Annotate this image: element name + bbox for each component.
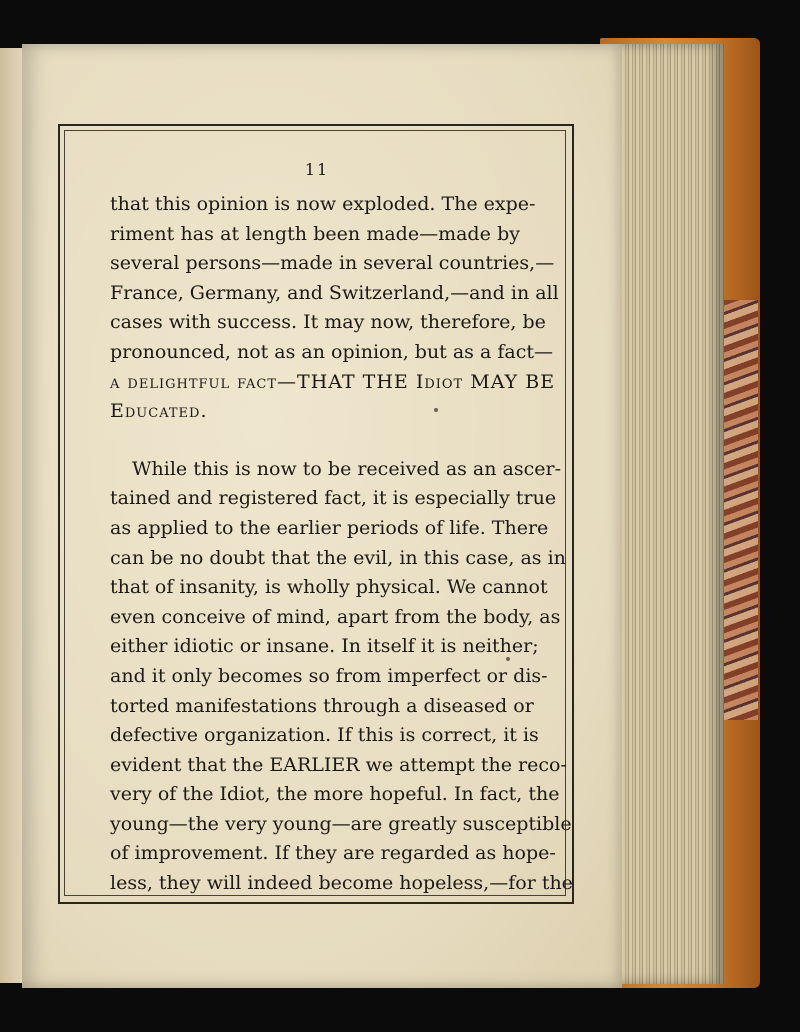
- text-line: several persons—made in several countries,—: [110, 252, 555, 275]
- text-line: that of insanity, is wholly physical. We cannot: [110, 576, 548, 599]
- speck: [434, 408, 438, 412]
- text-line: and it only becomes so from imperfect or dis-: [110, 664, 548, 687]
- page-number: 11: [304, 160, 330, 179]
- text-line: as applied to the earlier periods of life. There: [110, 516, 549, 539]
- page-text: [110, 160, 573, 899]
- text-line: cases with success. It may now, therefore, be: [110, 311, 546, 334]
- marbled-endpaper: [722, 300, 758, 720]
- text-line: less, they will indeed become hopeless,—for the: [110, 872, 573, 895]
- paragraph-1: [110, 190, 559, 427]
- text-line: pronounced, not as an opinion, but as a fact—: [110, 340, 553, 363]
- text-line: either idiotic or insane. In itself it is neither;: [110, 635, 539, 658]
- text-line: riment has at length been made—made by: [110, 222, 520, 245]
- text-line: Educated.: [110, 400, 208, 423]
- text-line: very of the Idiot, the more hopeful. In fact, the: [110, 783, 560, 806]
- speck: [506, 657, 510, 661]
- paragraph-2: [110, 455, 573, 899]
- text-line: that this opinion is now exploded. The expe-: [110, 193, 536, 215]
- text-line: evident that the EARLIER we attempt the reco-: [110, 753, 567, 776]
- text-line: of improvement. If they are regarded as hope-: [110, 842, 556, 865]
- text-line: a delightful fact—THAT THE Idiot MAY BE: [110, 370, 556, 393]
- text-line: defective organization. If this is correct, it is: [110, 724, 539, 747]
- text-line: torted manifestations through a diseased or: [110, 694, 534, 717]
- text-line: France, Germany, and Switzerland,—and in all: [110, 281, 559, 304]
- text-line: While this is now to be received as an ascer-: [132, 457, 562, 480]
- page-block-edge: [612, 44, 724, 984]
- text-line: can be no doubt that the evil, in this case, as in: [110, 546, 566, 569]
- text-line: even conceive of mind, apart from the body, as: [110, 605, 561, 628]
- text-line: tained and registered fact, it is especially true: [110, 487, 557, 510]
- text-line: young—the very young—are greatly susceptible: [110, 812, 572, 835]
